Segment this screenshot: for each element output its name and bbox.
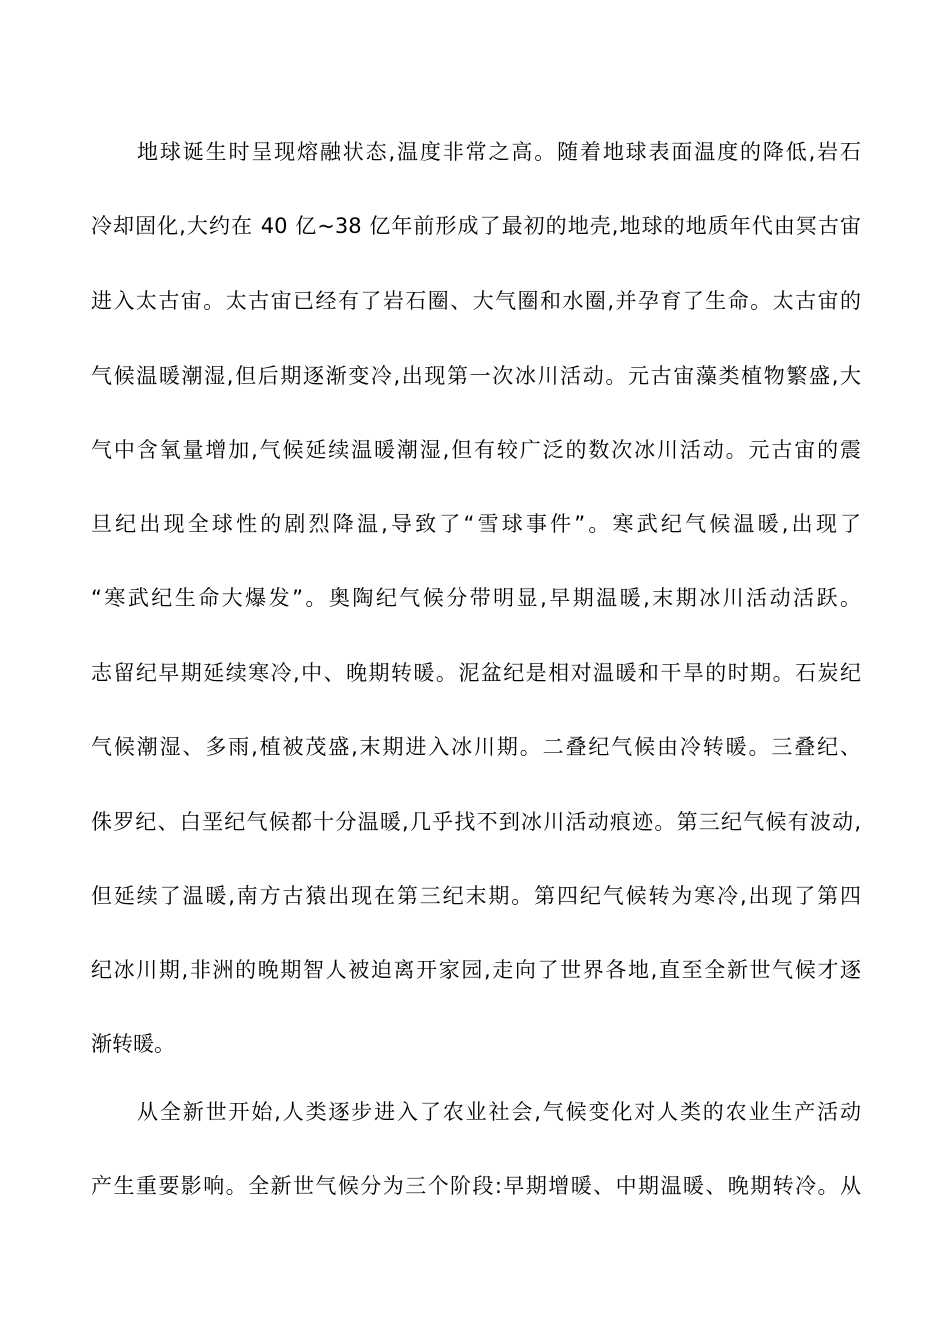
text-line: 气中含氧量增加,气候延续温暖潮湿,但有较广泛的数次冰川活动。元古宙的震: [91, 438, 861, 462]
text-line: 气候潮湿、多雨,植被茂盛,末期进入冰川期。二叠纪气候由冷转暖。三叠纪、: [91, 735, 861, 759]
text-line: 侏罗纪、白垩纪气候都十分温暖,几乎找不到冰川活动痕迹。第三纪气候有波动,: [91, 810, 861, 834]
text-line: 地球诞生时呈现熔融状态,温度非常之高。随着地球表面温度的降低,岩石: [137, 140, 861, 164]
text-line: 冷却固化,大约在 40 亿~38 亿年前形成了最初的地壳,地球的地质年代由冥古宙: [91, 214, 861, 238]
text-line: 旦纪出现全球性的剧烈降温,导致了“雪球事件”。寒武纪气候温暖,出现了: [91, 512, 861, 536]
text-line: 气候温暖潮湿,但后期逐渐变冷,出现第一次冰川活动。元古宙藻类植物繁盛,大: [91, 364, 861, 388]
text-line: “寒武纪生命大爆发”。奥陶纪气候分带明显,早期温暖,末期冰川活动活跃。: [91, 586, 861, 610]
text-line: 产生重要影响。全新世气候分为三个阶段:早期增暖、中期温暖、晚期转冷。从: [91, 1174, 861, 1198]
text-line: 纪冰川期,非洲的晚期智人被迫离开家园,走向了世界各地,直至全新世气候才逐: [91, 958, 861, 982]
text-line: 进入太古宙。太古宙已经有了岩石圈、大气圈和水圈,并孕育了生命。太古宙的: [91, 289, 861, 313]
text-line: 但延续了温暖,南方古猿出现在第三纪末期。第四纪气候转为寒冷,出现了第四: [91, 884, 861, 908]
text-line: 志留纪早期延续寒冷,中、晚期转暖。泥盆纪是相对温暖和干旱的时期。石炭纪: [91, 661, 861, 685]
text-line: 渐转暖。: [91, 1032, 175, 1056]
text-line: 从全新世开始,人类逐步进入了农业社会,气候变化对人类的农业生产活动: [137, 1100, 861, 1124]
